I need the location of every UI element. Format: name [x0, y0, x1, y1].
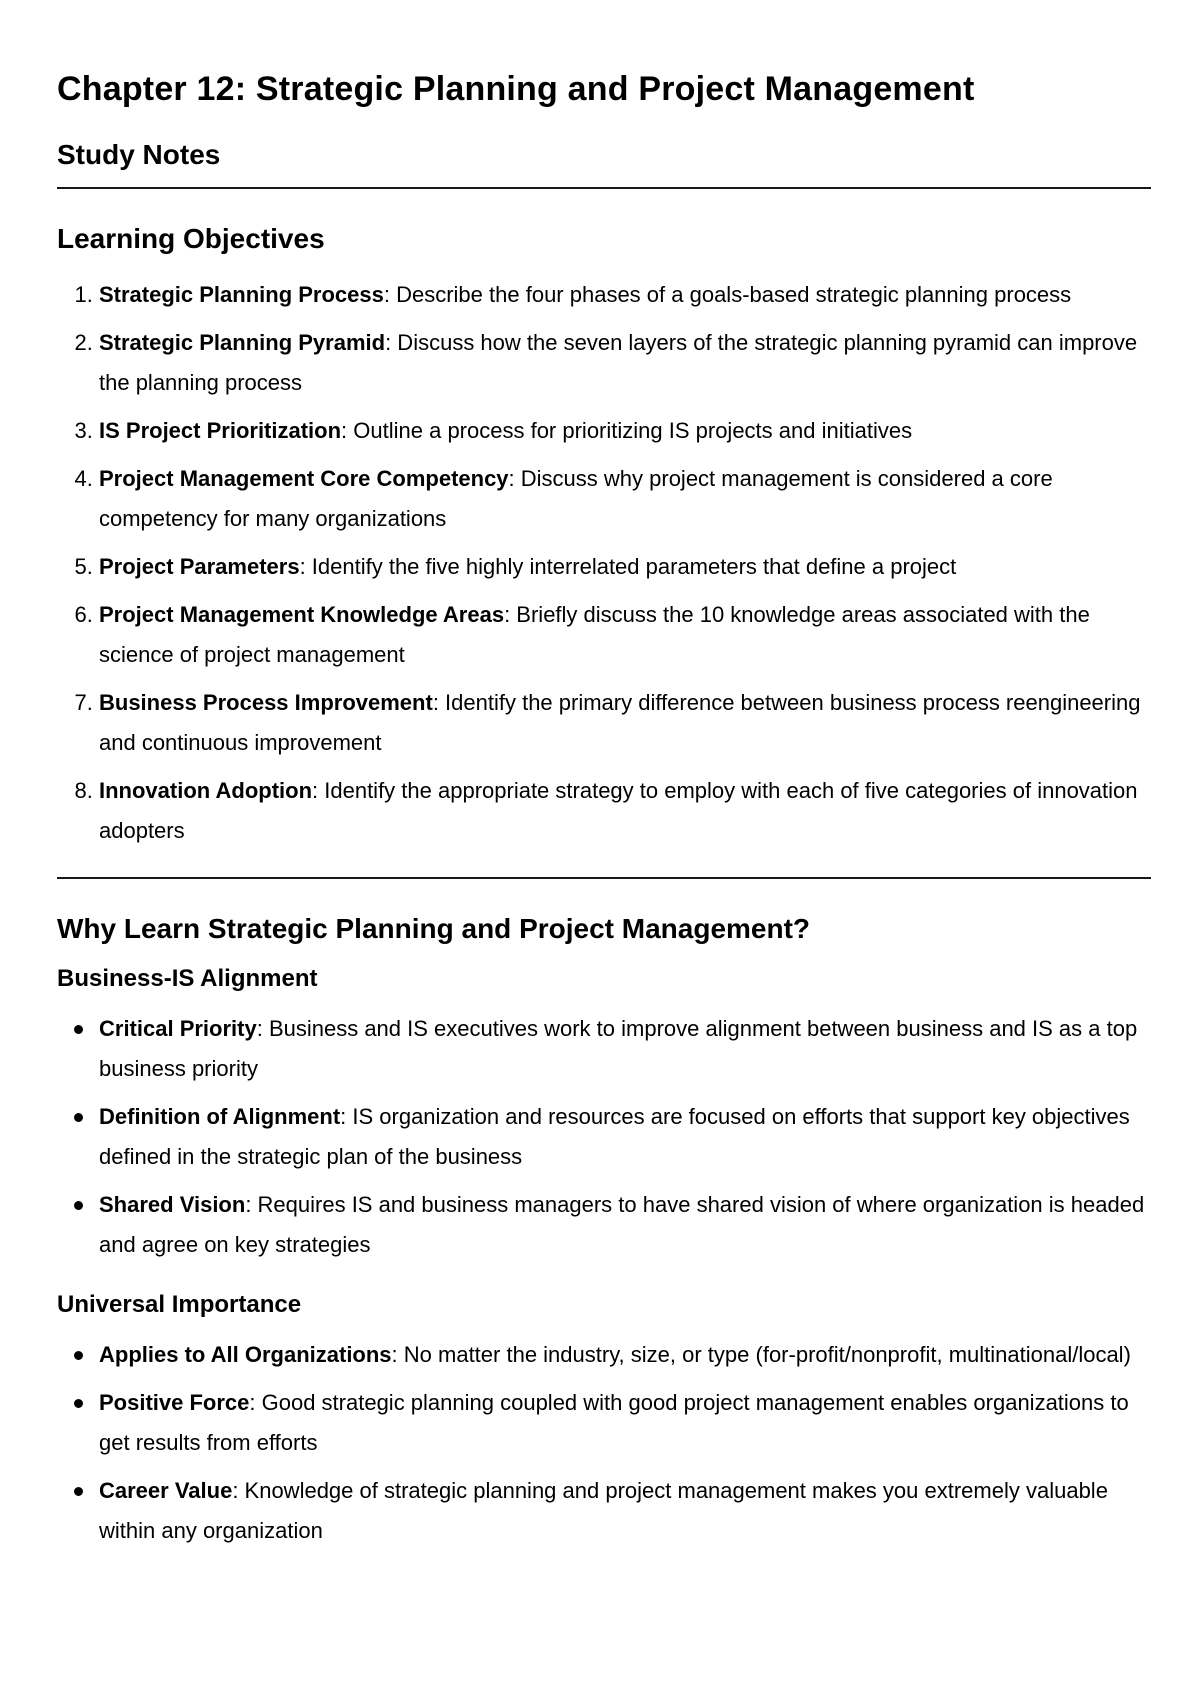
objective-text: : Discuss why project management is considered a core competency for many organizations — [99, 466, 1053, 531]
objective-text: : Identify the appropriate strategy to employ with each of five categories of innovation adopters — [99, 778, 1138, 843]
objective-text: : Identify the five highly interrelated parameters that define a project — [299, 554, 957, 579]
item-term: Career Value — [99, 1478, 233, 1503]
alignment-subsection — [57, 965, 1152, 1265]
divider — [57, 877, 1151, 879]
objective-term: Business Process Improvement — [99, 690, 433, 715]
item-text: : Requires IS and business managers to have shared vision of where organization is headed and agree on key strategies — [99, 1192, 1145, 1257]
bullet-icon — [74, 1399, 83, 1408]
objective-term: Strategic Planning Process — [99, 282, 384, 307]
item-text: : No matter the industry, size, or type (for-profit/nonprofit, multinational/local) — [391, 1342, 1131, 1367]
divider — [57, 187, 1151, 189]
item-term: Critical Priority — [99, 1016, 257, 1041]
list-item — [99, 1097, 1152, 1177]
objective-item — [99, 595, 1152, 675]
item-term: Shared Vision — [99, 1192, 246, 1217]
objective-term: IS Project Prioritization — [99, 418, 342, 443]
objective-item — [99, 459, 1152, 539]
item-text: : Good strategic planning coupled with good project management enables organizations to get results from efforts — [99, 1390, 1129, 1455]
objective-item — [99, 683, 1152, 763]
learning-objectives-heading: Learning Objectives — [57, 223, 325, 254]
bullet-icon — [74, 1113, 83, 1122]
list-item — [99, 1009, 1152, 1089]
objective-text: : Outline a process for prioritizing IS projects and initiatives — [341, 418, 913, 443]
importance-subsection — [57, 1291, 1152, 1551]
learning-objectives-section — [57, 223, 1152, 851]
bullet-icon — [74, 1025, 83, 1034]
alignment-list — [57, 1009, 1152, 1265]
item-term: Positive Force — [99, 1390, 250, 1415]
item-text: : Knowledge of strategic planning and project management makes you extremely valuable within any organization — [99, 1478, 1108, 1543]
importance-list — [57, 1335, 1152, 1551]
objectives-list — [57, 275, 1152, 851]
objective-term: Project Parameters — [99, 554, 300, 579]
item-text: : Business and IS executives work to improve alignment between business and IS as a top business priority — [99, 1016, 1138, 1081]
list-item — [99, 1185, 1152, 1265]
objective-text: : Describe the four phases of a goals-based strategic planning process — [383, 282, 1072, 307]
objective-term: Project Management Core Competency — [99, 466, 509, 491]
alignment-heading: Business-IS Alignment — [57, 965, 318, 992]
objective-item — [99, 771, 1152, 851]
objective-term: Innovation Adoption — [99, 778, 313, 803]
objective-text: : Discuss how the seven layers of the strategic planning pyramid can improve the planning process — [99, 330, 1138, 395]
item-term: Definition of Alignment — [99, 1104, 341, 1129]
page-title: Chapter 12: Strategic Planning and Project Management — [57, 70, 975, 108]
objective-item — [99, 411, 1152, 451]
bullet-icon — [74, 1351, 83, 1360]
item-term: Applies to All Organizations — [99, 1342, 392, 1367]
why-learn-heading: Why Learn Strategic Planning and Project Management? — [57, 913, 811, 944]
importance-heading: Universal Importance — [57, 1291, 302, 1318]
objective-term: Strategic Planning Pyramid — [99, 330, 386, 355]
objective-item — [99, 547, 1152, 587]
why-learn-section — [57, 913, 1152, 1551]
bullet-icon — [74, 1201, 83, 1210]
list-item — [99, 1471, 1152, 1551]
objective-term: Project Management Knowledge Areas — [99, 602, 505, 627]
objective-item — [99, 275, 1152, 315]
objective-text: : Briefly discuss the 10 knowledge areas associated with the science of project management — [99, 602, 1090, 667]
objective-item — [99, 323, 1152, 403]
item-text: : IS organization and resources are focused on efforts that support key objectives defined in the strategic plan of the business — [99, 1104, 1130, 1169]
bullet-icon — [74, 1487, 83, 1496]
objective-text: : Identify the primary difference between business process reengineering and continuous improvement — [99, 690, 1141, 755]
page-subtitle: Study Notes — [57, 139, 221, 170]
list-item — [99, 1335, 1152, 1375]
list-item — [99, 1383, 1152, 1463]
